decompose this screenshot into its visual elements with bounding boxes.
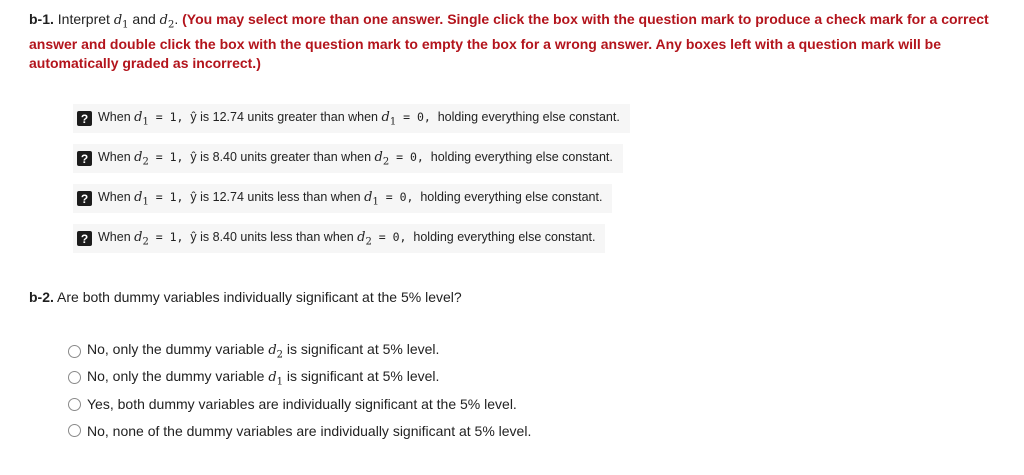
b1-option-text: When $d_1 = 1$, ŷ is 12.74 units greater than when $d_1 = 0$, holding everything else constant. [98,109,620,128]
question-mark-checkbox[interactable]: ? [77,111,92,126]
b2-option-2[interactable] [68,365,531,392]
b1-option-3 [73,184,612,213]
b1-instructions: (You may select more than one answer. Single click the box with the question mark to produce a check mark for a correct answer and double click the box with the question mark to empty the box for a wrong answer. Any boxes left with a question mark will be automatically graded as incorrect.) [29,11,989,71]
question-mark-checkbox[interactable]: ? [77,191,92,206]
b2-option-text: No, none of the dummy variables are individually significant at 5% level. [87,422,532,439]
b1-prompt: b-1. Interpret $d_1$ and $d_2$. (You may select more than one answer. Single click the box with the question mark to produce a check mark for a correct answer and double click the box with the question mark to empty the box for a wrong answer. Any boxes left with a question mark will be automatically graded as incorrect.) [29,11,989,71]
b2-option-text: No, only the dummy variable $d_2$ is significant at 5% level. [87,341,440,362]
b2-option-4[interactable] [68,418,531,445]
b2-option-1[interactable] [68,338,531,365]
b1-prompt-prefix: Interpret [57,11,110,27]
b1-and: and [132,11,156,27]
b2-label: b-2. [29,289,54,305]
b1-option-text: When $d_2 = 1$, ŷ is 8.40 units greater than when $d_2 = 0$, holding everything else constant. [98,149,613,168]
b2-option-text: Yes, both dummy variables are individually significant at the 5% level. [87,396,517,413]
b1-option-4 [73,224,605,253]
radio-button[interactable] [68,371,81,384]
b2-option-text: No, only the dummy variable $d_1$ is significant at 5% level. [87,367,440,388]
b1-option-2 [73,144,623,173]
b1-label: b-1. [29,11,54,27]
b1-option-text: When $d_1 = 1$, ŷ is 12.74 units less than when $d_1 = 0$, holding everything else constant. [98,189,603,208]
b1-option-text: When $d_2 = 1$, ŷ is 8.40 units less than when $d_2 = 0$, holding everything else constant. [98,229,596,248]
radio-button[interactable] [68,424,81,437]
b1-var2: $d_2$ [159,13,175,31]
b2-radio-group [68,338,531,444]
question-mark-checkbox[interactable]: ? [77,151,92,166]
b2-question [29,289,462,305]
radio-button[interactable] [68,398,81,411]
radio-button[interactable] [68,345,81,358]
b1-options-list [73,104,630,264]
b2-question-text: Are both dummy variables individually significant at the 5% level? [57,289,462,305]
question-mark-checkbox[interactable]: ? [77,231,92,246]
b1-var1: $d_1$ [113,13,129,31]
b1-option-1 [73,104,630,133]
b2-option-3[interactable] [68,391,531,418]
